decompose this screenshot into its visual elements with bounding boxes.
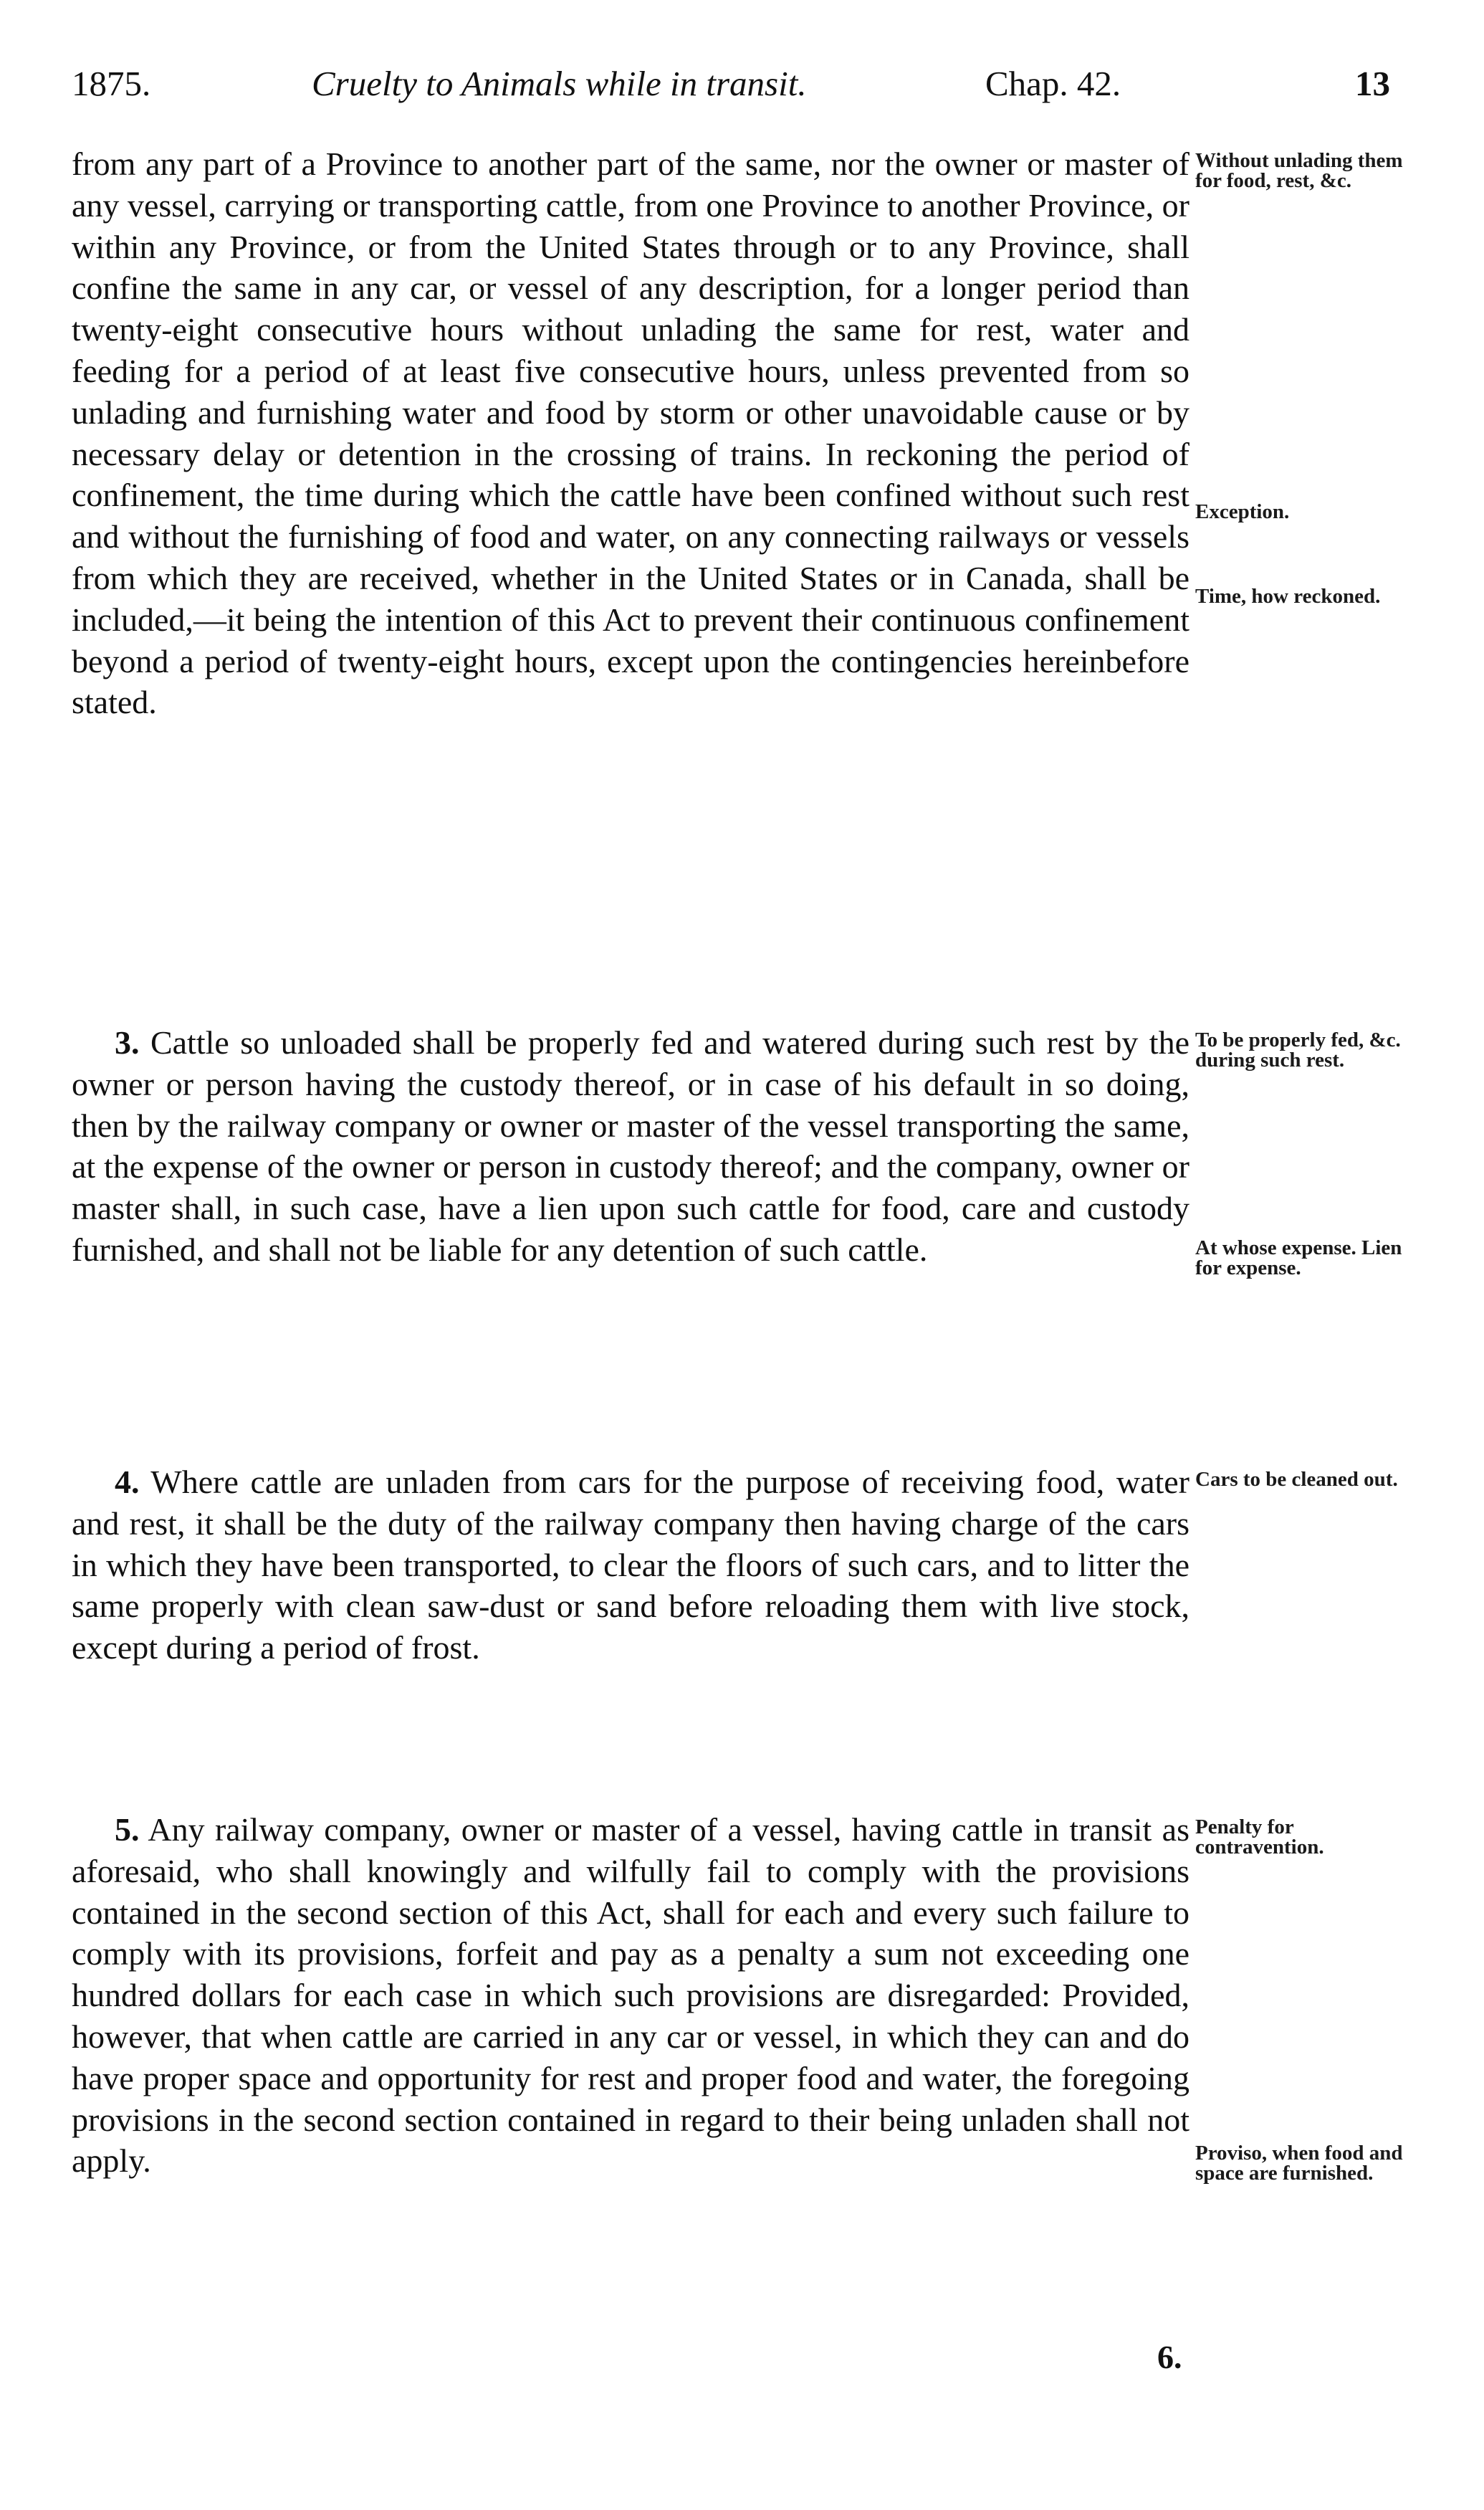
- margin-note-penalty: Penalty for contravention.: [1195, 1815, 1324, 1858]
- section-4: [72, 1461, 1189, 1669]
- margin-note-without-unlading: Without unlading them for food, rest, &c.: [1195, 149, 1403, 192]
- header-title: Cruelty to Animals while in transit.: [312, 64, 807, 103]
- margin-note-expense-lien: At whose expense. Lien for expense.: [1195, 1236, 1402, 1279]
- paragraph-text: Cattle so unloaded shall be properly fed and watered during such rest by the owner or person having the custody thereof, or in case of his default in so doing, then by the railway company or owner or master of the vessel transporting the same, at the expense of the owner or person in custody thereof; and the company, owner or master shall, in such case, have a lien upon such cattle for food, care and custody furnished, and shall not be liable for any detention of such cattle.: [72, 1024, 1189, 1268]
- section-3: [72, 1022, 1189, 1271]
- header-year: 1875.: [72, 64, 151, 103]
- section-5: [72, 1809, 1189, 2182]
- margin-note-properly-fed: To be properly fed, &c. during such rest.: [1195, 1029, 1401, 1072]
- catchword: 6.: [1157, 2339, 1182, 2375]
- page-number: 13: [1355, 64, 1390, 103]
- running-header: [72, 63, 1390, 120]
- section-number: 4.: [115, 1464, 140, 1500]
- margin-note-cars-cleaned: Cars to be cleaned out.: [1195, 1468, 1398, 1491]
- section-2-continuation: [72, 143, 1189, 723]
- margin-note-proviso: Proviso, when food and space are furnished.: [1195, 2142, 1403, 2185]
- header-chapter: Chap. 42.: [985, 64, 1121, 103]
- paragraph-text: from any part of a Province to another part of the same, nor the owner or master of any vessel, carrying or transporting cattle, from one Province to another Province, or within any Province, or from the United States through or to any Province, shall confine the same in any car, or vessel of any description, for a longer period than twenty-eight consecutive hours without unlading the same for rest, water and feeding for a period of at least five consecutive hours, unless prevented from so unlading and furnishing water and food by storm or other unavoidable cause or by necessary delay or detention in the crossing of trains. In reckoning the period of confinement, the time during which the cattle have been confined without such rest and without the furnishing of food and water, on any connecting railways or vessels from which they are received, whether in the United States or in Canada, shall be included,—it being the intention of this Act to prevent their continuous confinement beyond a period of twenty-eight hours, except upon the contingencies hereinbefore stated.: [72, 145, 1189, 721]
- margin-note-exception: Exception.: [1195, 500, 1290, 523]
- section-number: 5.: [115, 1811, 140, 1848]
- margin-note-time-reckoned: Time, how reckoned.: [1195, 585, 1381, 608]
- paragraph-text: Where cattle are unladen from cars for the purpose of receiving food, water and rest, it shall be the duty of the railway company then having charge of the cars in which they have been transported, to clear the floors of such cars, and to litter the same properly with clean saw-dust or sand before reloading them with live stock, except during a period of frost.: [72, 1464, 1189, 1666]
- paragraph-text: Any railway company, owner or master of a vessel, having cattle in transit as aforesaid, who shall knowingly and wilfully fail to comply with the provisions contained in the second section of this Act, shall for each and every such failure to comply with its provisions, forfeit and pay as a penalty a sum not exceeding one hundred dollars for each case in which such provisions are disregarded: Provided, however, that when cattle are carried in any car or vessel, in which they can and do have proper space and opportunity for rest and proper food and water, the foregoing provisions in the second section contained in regard to their being unladen shall not apply.: [72, 1811, 1189, 2180]
- section-number: 3.: [115, 1024, 140, 1061]
